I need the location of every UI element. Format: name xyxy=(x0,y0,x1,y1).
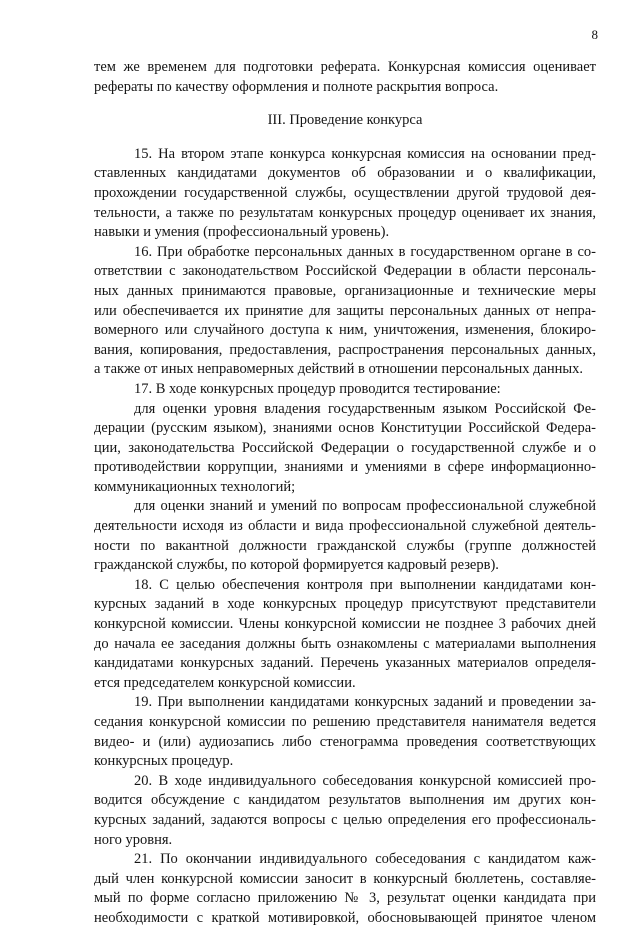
section-heading: III. Проведение конкурса xyxy=(267,112,423,129)
text-line: необходимости с краткой мотивировкой, обосновывающей принятое членом xyxy=(94,909,596,926)
text-line: рефераты по качеству оформления и полноте раскрытия вопроса. xyxy=(94,78,499,95)
text-line: 19. При выполнении кандидатами конкурсных заданий и проведении за- xyxy=(134,694,596,711)
document-body xyxy=(94,58,596,929)
paragraph-18 xyxy=(94,576,596,694)
text-line: седания конкурсной комиссии по решению представителя нанимателя ведется xyxy=(94,714,596,730)
text-line: ных данных принимаются правовые, организационные и технические меры xyxy=(94,282,596,299)
text-line: ции, законодательства Российской Федерации о государственной службе и о xyxy=(94,439,596,456)
text-line: для оценки уровня владения государственным языком Российской Фе- xyxy=(134,400,596,417)
paragraph-19 xyxy=(94,693,596,771)
paragraph-21 xyxy=(94,850,596,928)
text-line: 21. По окончании индивидуального собеседования с кандидатом каж- xyxy=(134,851,596,868)
text-line: мый по форме согласно приложению № 3, результат оценки кандидата при xyxy=(94,890,596,907)
paragraph-17-professional xyxy=(94,497,596,575)
text-line: дый член конкурсной комиссии заносит в конкурсный бюллетень, составляе- xyxy=(94,870,596,887)
text-line: вомерного или случайного доступа к ним, уничтожения, изменения, блокиро- xyxy=(94,322,596,339)
text-line: 18. С целью обеспечения контроля при выполнении кандидатами кон- xyxy=(134,576,596,593)
paragraph-16 xyxy=(94,243,596,380)
text-line: или обеспечивается их принятие для защиты персональных данных от непра- xyxy=(94,302,596,319)
text-line: до начала ее заседания должны быть ознакомлены с материалами выполнения xyxy=(94,635,596,652)
page-number: 8 xyxy=(591,27,598,42)
text-line: видео- и (или) аудиозапись либо стенограмма проведения соответствующих xyxy=(94,733,596,750)
text-line: ставленных кандидатами документов об образовании и о квалификации, xyxy=(94,165,596,182)
paragraph-17-language xyxy=(94,400,596,498)
text-line: прохождении государственной службы, осуществлении другой трудовой дея- xyxy=(94,184,596,201)
text-line: курсных заданий в ходе конкурсных процедур присутствуют представители xyxy=(94,596,596,613)
intro-paragraph xyxy=(94,58,596,97)
text-line: 17. В ходе конкурсных процедур проводится тестирование: xyxy=(134,380,501,397)
text-line: водится обсуждение с кандидатом результатов выполнения им других кон- xyxy=(94,792,596,809)
text-line: конкурсных процедур. xyxy=(94,753,234,770)
text-line: ности по вакантной должности гражданской службы (группе должностей xyxy=(94,537,596,554)
text-line: ответствии с законодательством Российской Федерации в области персональ- xyxy=(94,263,596,280)
paragraph-17 xyxy=(94,380,596,400)
text-line: тельности, а также по результатам конкурсных процедур оценивает их знания, xyxy=(94,204,596,221)
text-line: навыки и умения (профессиональный уровень). xyxy=(94,224,390,241)
text-line: коммуникационных технологий; xyxy=(94,478,296,495)
text-line: 15. На втором этапе конкурса конкурсная комиссия на основании пред- xyxy=(134,145,596,162)
text-line: гражданской службы, по которой формируется кадровый резерв). xyxy=(94,557,499,574)
text-line: для оценки знаний и умений по вопросам профессиональной служебной xyxy=(134,498,596,515)
text-line: тем же временем для подготовки реферата. Конкурсная комиссия оценивает xyxy=(94,59,596,75)
text-line: 20. В ходе индивидуального собеседования конкурсной комиссией про- xyxy=(134,772,596,789)
text-line: 16. При обработке персональных данных в государственном органе в со- xyxy=(134,243,596,260)
text-line: ется председателем конкурсной комиссии. xyxy=(94,674,356,691)
text-line: ного уровня. xyxy=(94,831,173,848)
text-line: дерации (русским языком), знаниями основ Конституции Российской Федера- xyxy=(94,420,596,437)
paragraph-20 xyxy=(94,772,596,850)
text-line: курсных заданий, задаются вопросы с целью определения его профессиональ- xyxy=(94,811,596,828)
text-line: конкурсной комиссии. Члены конкурсной комиссии не позднее 3 рабочих дней xyxy=(94,616,596,633)
paragraph-list xyxy=(94,145,596,929)
text-line: кандидатами конкурсных заданий. Перечень указанных материалов определя- xyxy=(94,655,596,672)
text-line: противодействии коррупции, знаниями и умениями в сфере информационно- xyxy=(94,459,596,476)
text-line: а также от иных неправомерных действий в отношении персональных данных. xyxy=(94,361,584,378)
paragraph-15 xyxy=(94,145,596,243)
text-line: вания, копирования, предоставления, распространения персональных данных, xyxy=(94,341,596,358)
text-line: деятельности исходя из области и вида профессиональной служебной деятель- xyxy=(94,518,596,535)
